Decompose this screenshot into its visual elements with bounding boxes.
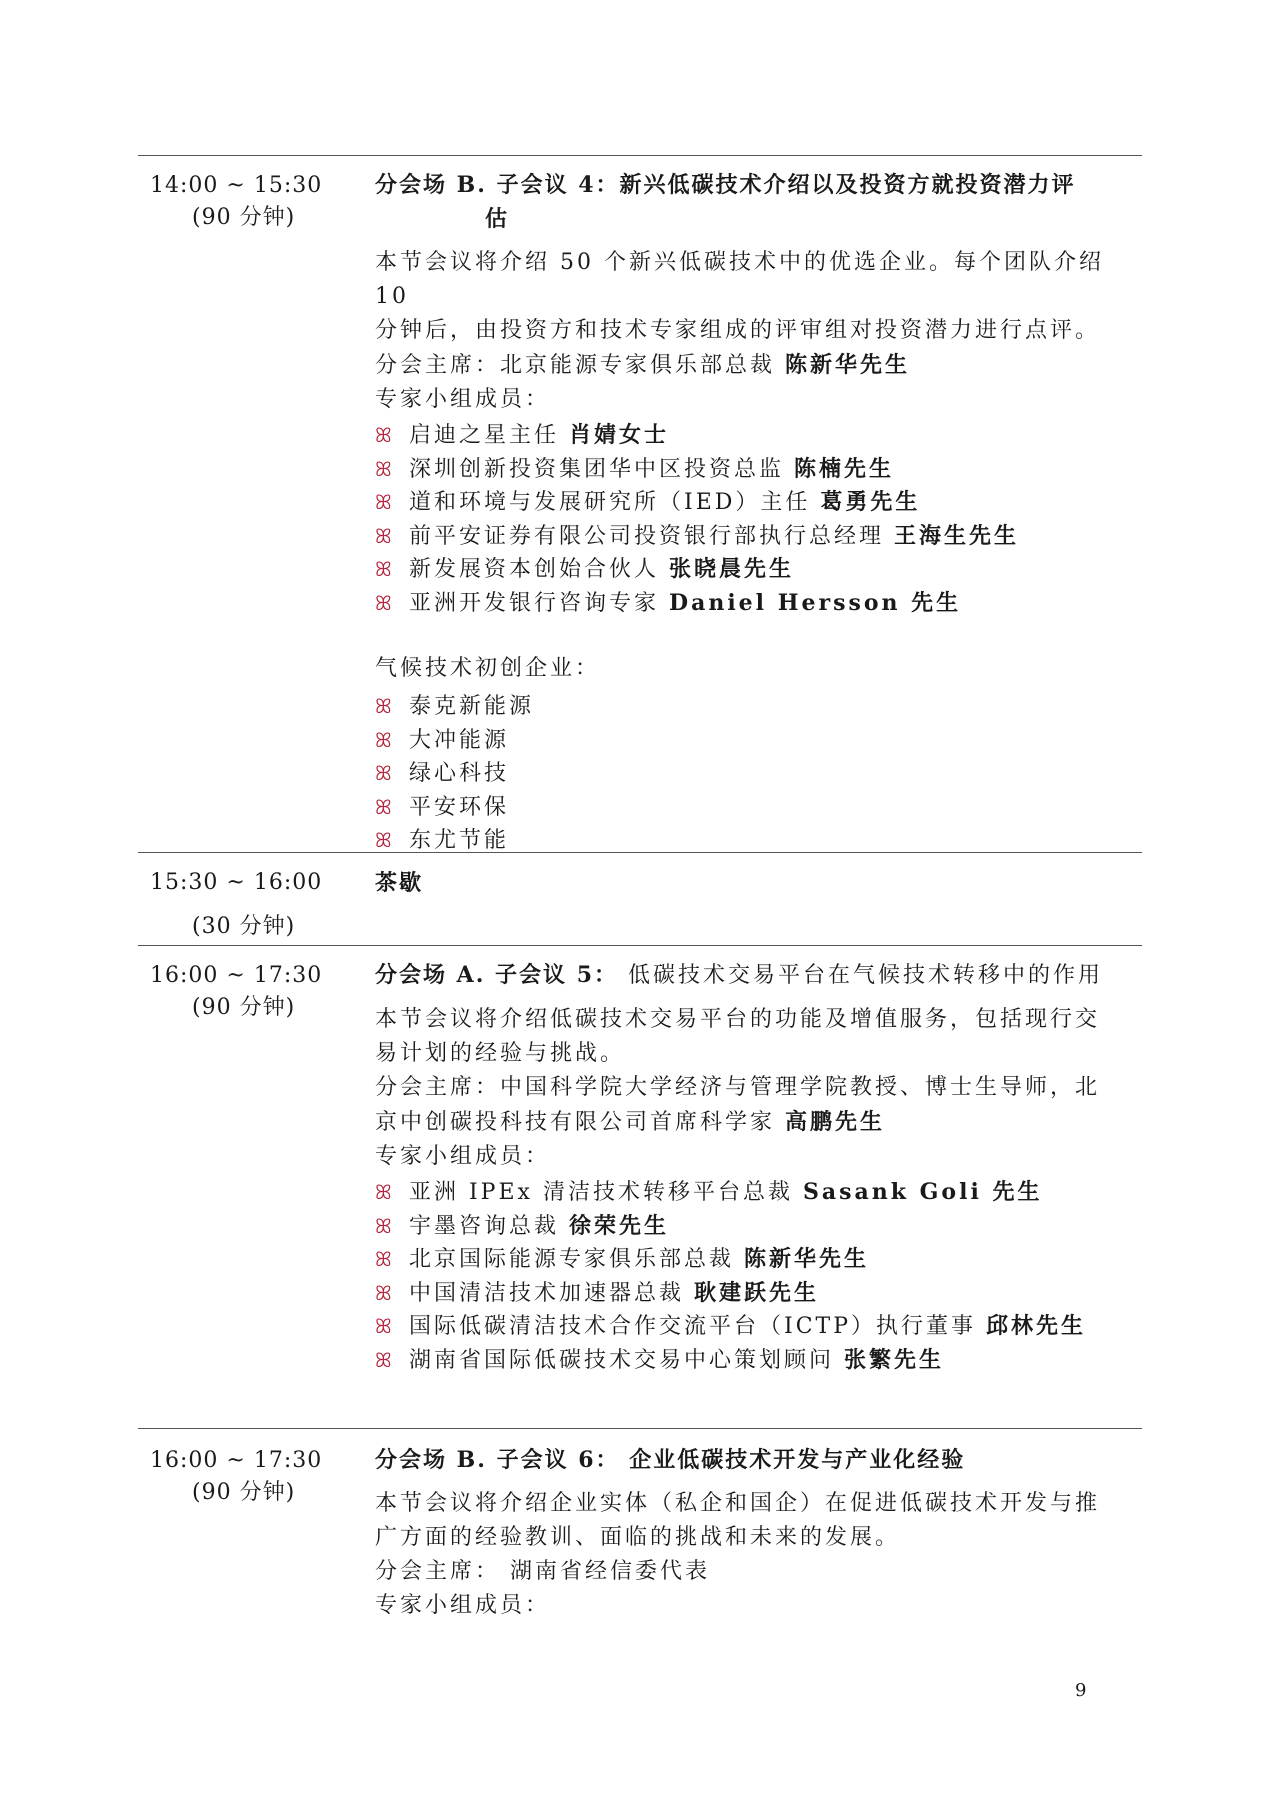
session-description <box>375 246 1143 348</box>
session-title-bold: 分会场 A. 子会议 5： <box>375 962 619 988</box>
panel-name: Daniel Hersson 先生 <box>669 589 962 616</box>
session-duration: (90 分钟) <box>192 205 296 230</box>
description-line: 本节会议将介绍低碳技术交易平台的功能及增值服务，包括现行交 <box>375 1007 1101 1032</box>
session-duration: (90 分钟) <box>192 995 296 1020</box>
list-item <box>375 453 1143 487</box>
panel-name: 张繁先生 <box>844 1346 945 1373</box>
bullet-icon: ꕤ <box>375 1180 392 1204</box>
list-item <box>375 1310 1143 1344</box>
startup-name: 大冲能源 <box>409 727 510 753</box>
bullet-icon: ꕤ <box>375 590 392 615</box>
panel-name: 徐荣先生 <box>569 1212 670 1239</box>
table-rule-3 <box>138 1428 1142 1429</box>
list-item <box>375 1243 1143 1277</box>
startup-name: 平安环保 <box>409 794 510 820</box>
bullet-icon: ꕤ <box>375 761 392 785</box>
session-chair <box>375 348 1143 383</box>
list-item <box>375 1277 1143 1311</box>
panel-name: 张晓晨先生 <box>669 556 795 582</box>
panel-role: 亚洲开发银行咨询专家 <box>409 590 669 616</box>
list-item <box>375 824 1143 858</box>
session-description <box>375 1487 1143 1555</box>
session-title-text: 低碳技术交易平台在气候技术转移中的作用 <box>618 963 1104 988</box>
bullet-icon: ꕤ <box>375 1213 392 1238</box>
bullet-icon: ꕤ <box>375 456 392 481</box>
session-time: 15:30 ~ 16:00 <box>150 870 323 895</box>
startups-list <box>375 690 1143 858</box>
table-rule-2 <box>138 945 1142 946</box>
session-duration: (30 分钟) <box>192 914 296 939</box>
panel-role: 国际低碳清洁技术合作交流平台（ICTP）执行董事 <box>409 1314 986 1339</box>
bullet-icon: ꕤ <box>375 523 392 548</box>
session-title <box>375 168 1143 236</box>
session-title <box>375 958 1143 993</box>
description-line: 分钟后，由投资方和技术专家组成的评审组对投资潜力进行点评。 <box>375 318 1101 343</box>
panel-label: 专家小组成员： <box>375 1144 551 1169</box>
bullet-icon: ꕤ <box>375 727 392 752</box>
bullet-icon: ꕤ <box>375 794 392 819</box>
chair-label: 分会主席：北京能源专家俱乐部总裁 <box>375 353 785 378</box>
session-time: 14:00 ~ 15:30 <box>150 173 323 198</box>
startup-name: 泰克新能源 <box>409 694 535 719</box>
chair-label: 京中创碳投科技有限公司首席科学家 <box>375 1110 785 1135</box>
session-time: 16:00 ~ 17:30 <box>150 963 323 988</box>
description-line: 广方面的经验教训、面临的挑战和未来的发展。 <box>375 1525 901 1550</box>
description-line: 易计划的经验与挑战。 <box>375 1041 626 1066</box>
chair-label: 分会主席：中国科学院大学经济与管理学院教授、博士生导师，北 <box>375 1075 1101 1100</box>
bullet-icon: ꕤ <box>375 1314 392 1338</box>
panel-name: 葛勇先生 <box>820 489 921 515</box>
session-time-cell <box>150 1445 350 1509</box>
panel-list <box>375 1176 1143 1377</box>
list-item <box>375 486 1143 520</box>
list-item <box>375 419 1143 453</box>
panel-name: 肖婧女士 <box>569 422 670 448</box>
startups-label: 气候技术初创企业： <box>375 656 601 681</box>
session-content <box>375 1443 1143 1623</box>
session-time-cell <box>150 170 350 234</box>
session-content <box>375 168 1143 858</box>
panel-name: 耿建跃先生 <box>694 1279 820 1306</box>
session-duration: (90 分钟) <box>192 1480 296 1505</box>
session-description <box>375 1003 1143 1071</box>
panel-role: 深圳创新投资集团华中区投资总监 <box>409 456 794 482</box>
session-time-cell <box>150 867 350 943</box>
panel-name: 陈楠先生 <box>794 455 895 482</box>
panel-role: 亚洲 IPEx 清洁技术转移平台总裁 <box>409 1180 803 1205</box>
panel-label: 专家小组成员： <box>375 1593 551 1618</box>
chair-name: 陈新华先生 <box>785 352 911 378</box>
panel-role: 道和环境与发展研究所（IED）主任 <box>409 490 821 515</box>
panel-role: 前平安证券有限公司投资银行部执行总经理 <box>409 523 894 549</box>
list-item <box>375 553 1143 587</box>
list-item <box>375 690 1143 724</box>
chair-name: 高鹏先生 <box>785 1109 886 1135</box>
session-title-continuation: 估 <box>485 206 510 232</box>
session-title-line: 分会场 B. 子会议 4：新兴低碳技术介绍以及投资方就投资潜力评 <box>375 172 1076 198</box>
panel-name: Sasank Goli 先生 <box>802 1179 1043 1205</box>
list-item <box>375 587 1143 621</box>
panel-role: 新发展资本创始合伙人 <box>409 557 669 582</box>
panel-label: 专家小组成员： <box>375 387 551 412</box>
bullet-icon: ꕤ <box>375 828 392 852</box>
session-chair <box>375 1071 1143 1140</box>
panel-role: 宇墨咨询总裁 <box>409 1213 569 1239</box>
list-item <box>375 1176 1143 1210</box>
session-title: 分会场 B. 子会议 6： 企业低碳技术开发与产业化经验 <box>375 1447 966 1473</box>
session-chair: 分会主席： 湖南省经信委代表 <box>375 1559 710 1584</box>
list-item <box>375 724 1143 758</box>
session-time-cell <box>150 960 350 1024</box>
panel-name: 邱林先生 <box>986 1313 1087 1339</box>
list-item <box>375 520 1143 554</box>
bullet-icon: ꕤ <box>375 1280 392 1305</box>
panel-name: 王海生先生 <box>894 522 1020 549</box>
bullet-icon: ꕤ <box>375 1347 392 1372</box>
session-content <box>375 958 1143 1377</box>
session-time: 16:00 ~ 17:30 <box>150 1448 323 1473</box>
table-rule-top <box>138 155 1142 156</box>
bullet-icon: ꕤ <box>375 490 392 514</box>
session-title: 茶歇 <box>375 870 424 896</box>
page-number: 9 <box>1075 1680 1087 1701</box>
startup-name: 绿心科技 <box>409 761 510 786</box>
bullet-icon: ꕤ <box>375 557 392 581</box>
bullet-icon: ꕤ <box>375 423 392 447</box>
panel-role: 中国清洁技术加速器总裁 <box>409 1280 694 1306</box>
session-content <box>375 866 1143 900</box>
panel-role: 北京国际能源专家俱乐部总裁 <box>409 1247 744 1272</box>
description-line: 本节会议将介绍 50 个新兴低碳技术中的优选企业。每个团队介绍 10 <box>375 250 1104 309</box>
bullet-icon: ꕤ <box>375 1247 392 1271</box>
description-line: 本节会议将介绍企业实体（私企和国企）在促进低碳技术开发与推 <box>375 1491 1101 1516</box>
panel-role: 启迪之星主任 <box>409 423 569 448</box>
list-item <box>375 1210 1143 1244</box>
list-item <box>375 791 1143 825</box>
list-item <box>375 1344 1143 1378</box>
panel-list <box>375 419 1143 620</box>
list-item <box>375 757 1143 791</box>
bullet-icon: ꕤ <box>375 694 392 718</box>
spacer <box>375 620 1143 652</box>
startup-name: 东尤节能 <box>409 828 510 853</box>
panel-name: 陈新华先生 <box>744 1246 870 1272</box>
panel-role: 湖南省国际低碳技术交易中心策划顾问 <box>409 1347 844 1373</box>
